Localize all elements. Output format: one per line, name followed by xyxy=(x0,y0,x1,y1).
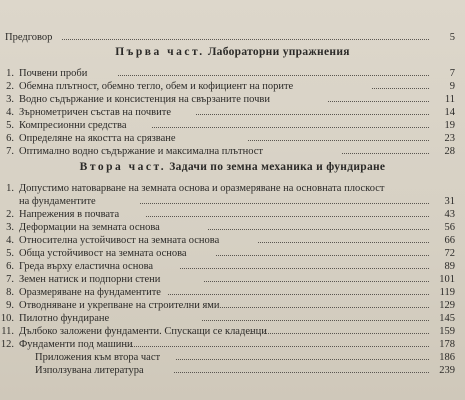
part-two-heading xyxy=(0,161,465,173)
toc-entry-title: на фундаментите xyxy=(19,196,96,207)
toc-entry-title: Допустимо натоварване на земната основа и оразмеряване на основната плоскост xyxy=(19,183,385,194)
toc-entry-page: 23 xyxy=(444,133,455,144)
toc-entry xyxy=(0,312,465,325)
toc-entry-number: 3. xyxy=(6,222,14,233)
dot-leader xyxy=(216,255,429,256)
toc-entry-title: Компресионни средства xyxy=(19,120,127,131)
toc-entry-page: 28 xyxy=(444,146,455,157)
toc-entry-number: 4. xyxy=(6,107,14,118)
part-one-title: Лабораторни упражнения xyxy=(207,46,350,58)
toc-entry-number: 10. xyxy=(0,313,14,324)
toc-entry-number: 12. xyxy=(0,339,14,350)
toc-entry-title: Напрежения в почвата xyxy=(19,209,120,220)
dot-leader xyxy=(152,127,429,128)
toc-entry-number: 3. xyxy=(6,94,14,105)
toc-entry-title: Оптимално водно съдържание и максимална плътност xyxy=(19,146,264,157)
dot-leader xyxy=(174,372,429,373)
toc-entry xyxy=(0,80,465,93)
dot-leader xyxy=(62,39,429,40)
toc-entry-number: 7. xyxy=(6,274,14,285)
toc-entry-page: 129 xyxy=(439,300,455,311)
toc-entry-title: Приложения към втора част xyxy=(35,352,161,363)
toc-entry-number: 1. xyxy=(6,183,14,194)
part-one-label: Първа част. xyxy=(115,46,205,58)
toc-entry-number: 4. xyxy=(6,235,14,246)
toc-entry-page: 159 xyxy=(439,326,455,337)
toc-entry xyxy=(0,338,465,351)
toc-entry-page: 19 xyxy=(444,120,455,131)
toc-entry xyxy=(0,234,465,247)
dot-leader xyxy=(342,153,429,154)
toc-entry-title: Дълбоко заложени фундаменти. Спускащи се кладенци xyxy=(19,326,267,337)
toc-entry-number: 5. xyxy=(6,120,14,131)
toc-entry-number: 6. xyxy=(6,133,14,144)
toc-entry-title: Деформации на земната основа xyxy=(19,222,160,233)
toc-entry xyxy=(0,93,465,106)
toc-entry-page: 56 xyxy=(444,222,455,233)
dot-leader xyxy=(168,294,429,295)
toc-entry-page: 186 xyxy=(439,352,455,363)
dot-leader xyxy=(202,320,429,321)
toc-entry xyxy=(0,119,465,132)
toc-entry-title: Пилотно фундиране xyxy=(19,313,110,324)
dot-leader xyxy=(176,359,429,360)
toc-entry-page: 178 xyxy=(439,339,455,350)
toc-entry-title: Отводняване и укрепване на строителни ями xyxy=(19,300,220,311)
dot-leader xyxy=(180,268,429,269)
dot-leader xyxy=(118,75,429,76)
toc-entry xyxy=(0,221,465,234)
toc-entry-number: 2. xyxy=(6,81,14,92)
toc-entry xyxy=(0,182,465,195)
toc-entry xyxy=(0,260,465,273)
toc-entry-title: Относителна устойчивост на земната основа xyxy=(19,235,220,246)
toc-entry xyxy=(0,273,465,286)
dot-leader xyxy=(146,216,429,217)
toc-entry-number: 5. xyxy=(6,248,14,259)
toc-entry xyxy=(0,286,465,299)
toc-entry-page: 14 xyxy=(444,107,455,118)
toc-entry-title: Земен натиск и подпорни стени xyxy=(19,274,161,285)
toc-entry-number: 2. xyxy=(6,209,14,220)
toc-entry xyxy=(0,145,465,158)
part-one-heading xyxy=(0,46,465,58)
toc-entry xyxy=(0,325,465,338)
toc-entry-literature xyxy=(0,364,465,377)
toc-entry-page: 43 xyxy=(444,209,455,220)
dot-leader xyxy=(140,203,429,204)
toc-entry-title: Греда върху еластична основа xyxy=(19,261,154,272)
toc-entry-title: Почвени проби xyxy=(19,68,88,79)
dot-leader xyxy=(208,229,429,230)
toc-entry xyxy=(0,106,465,119)
toc-entry-title: Обща устойчивост на земната основа xyxy=(19,248,187,259)
toc-entry-appendix xyxy=(0,351,465,364)
toc-entry-number: 8. xyxy=(6,287,14,298)
toc-entry-page: 9 xyxy=(449,81,455,92)
dot-leader xyxy=(328,101,429,102)
part-two-title: Задачи по земна механика и фундиране xyxy=(169,161,386,173)
toc-entry-page: 89 xyxy=(444,261,455,272)
toc-entry xyxy=(0,299,465,312)
toc-entry-page: 239 xyxy=(439,365,455,376)
toc-entry xyxy=(0,67,465,80)
dot-leader xyxy=(196,114,429,115)
toc-entry-page: 145 xyxy=(439,313,455,324)
toc-entry-page: 101 xyxy=(439,274,455,285)
toc-entry-page: 31 xyxy=(444,196,455,207)
dot-leader xyxy=(248,333,429,334)
toc-entry-preface xyxy=(0,31,465,44)
dot-leader xyxy=(204,281,429,282)
toc-entry xyxy=(0,195,465,208)
toc-entry-title: Зърнометричен състав на почвите xyxy=(19,107,172,118)
toc-entry-title: Водно съдържание и консистенция на свързаните почви xyxy=(19,94,270,105)
dot-leader xyxy=(258,242,429,243)
toc-entry-page: 66 xyxy=(444,235,455,246)
dot-leader xyxy=(372,88,429,89)
toc-entry-number: 11. xyxy=(1,326,14,337)
toc-entry-number: 1. xyxy=(6,68,14,79)
part-two-label: Втора част. xyxy=(79,161,167,173)
toc-entry-title: Определяне на якостта на срязване xyxy=(19,133,176,144)
toc-entry-page: 11 xyxy=(444,94,455,105)
toc-entry-title: Фундаменти под машини xyxy=(19,339,133,350)
toc-entry xyxy=(0,247,465,260)
toc-entry-title: Предговор xyxy=(5,32,53,43)
dot-leader xyxy=(126,346,429,347)
dot-leader xyxy=(248,140,429,141)
toc-entry-page: 119 xyxy=(439,287,455,298)
toc-entry-number: 9. xyxy=(6,300,14,311)
toc-entry xyxy=(0,208,465,221)
toc-entry-page: 7 xyxy=(449,68,455,79)
toc-entry-title: Използувана литература xyxy=(35,365,144,376)
toc-entry-title: Обемна плътност, обемно тегло, обем и кофициент на порите xyxy=(19,81,294,92)
toc-entry-title: Оразмеряване на фундаментите xyxy=(19,287,161,298)
toc-entry-number: 6. xyxy=(6,261,14,272)
dot-leader xyxy=(218,307,429,308)
toc-entry-page: 72 xyxy=(444,248,455,259)
toc-entry xyxy=(0,132,465,145)
toc-entry-number: 7. xyxy=(6,146,14,157)
toc-entry-page: 5 xyxy=(449,32,455,43)
